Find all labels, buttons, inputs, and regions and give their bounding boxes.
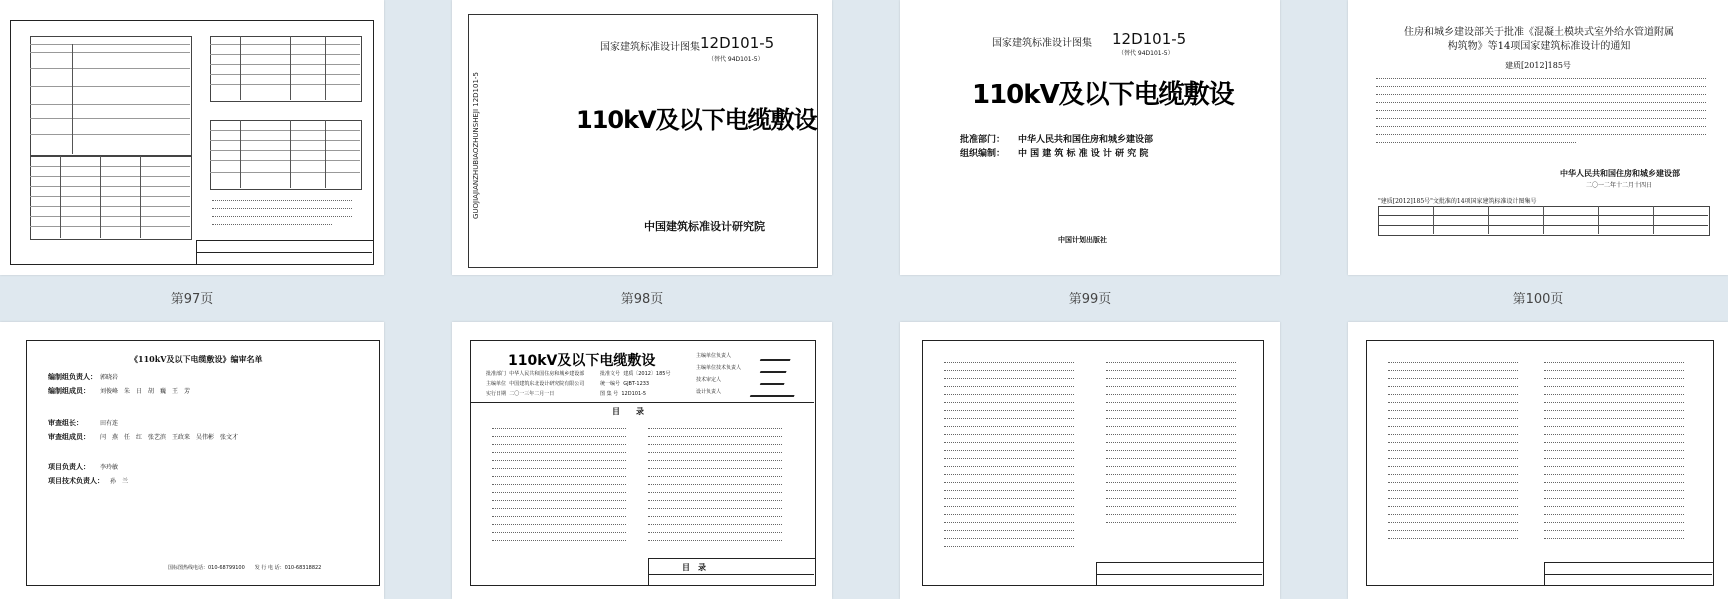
- page-caption-97: 第97页: [170, 292, 214, 307]
- contact-line: 国标图热线电话：010-68799100 发 行 电 话：010-68318822: [168, 565, 322, 571]
- notice-date: 二〇一二年十二月十四日: [1586, 182, 1653, 189]
- series-label: 国家建筑标准设计图集: [600, 42, 700, 53]
- replace-note: （替代 94D101-5）: [1118, 50, 1174, 57]
- review-members-label: 审查组成员：: [48, 433, 90, 441]
- tech-value: 孙 兰: [110, 478, 129, 485]
- page-caption-98: 第98页: [620, 292, 664, 307]
- publisher: 中国建筑标准设计研究院: [644, 220, 765, 233]
- page-thumbnail-102[interactable]: [452, 322, 832, 599]
- approve-label: 批准部门：: [960, 135, 1006, 145]
- tech-label: 项目技术负责人：: [48, 477, 104, 485]
- doc-no-label: 批准文号: [600, 371, 621, 377]
- approve-value: 中华人民共和国住房和城乡建设部: [1018, 135, 1154, 145]
- drawing-frame: [1366, 340, 1714, 586]
- signature-1: [760, 349, 794, 361]
- doc-no-value: 建质〔2012〕185号: [623, 371, 671, 377]
- page-thumbnail-104[interactable]: [1348, 322, 1728, 599]
- atlas-code: 12D101-5: [1112, 30, 1187, 48]
- pm-label: 项目负责人：: [48, 463, 90, 471]
- vertical-series-text: GUOJIAJIANZHUBIAOZHUNSHEJI 12D101-5: [472, 72, 480, 219]
- unit-label: 主编单位: [486, 381, 507, 387]
- page-caption-100: 第100页: [1512, 292, 1564, 307]
- role-3: 技术审定人: [696, 377, 722, 383]
- signature-2: [760, 361, 790, 373]
- page-thumbnail-99[interactable]: [900, 0, 1280, 275]
- footer-title-block: [648, 558, 816, 586]
- review-lead-label: 审查组长：: [48, 419, 83, 427]
- drawing-frame: [922, 340, 1264, 586]
- atlas-code: 12D101-5: [700, 34, 775, 52]
- members-value: 刘俊峰 朱 日 胡 巍 王 芳: [100, 388, 191, 395]
- signature-4: [750, 385, 798, 397]
- date-label: 实行日期: [486, 391, 507, 397]
- table-right-top: [210, 36, 362, 102]
- review-lead-value: 田有连: [100, 420, 119, 427]
- notice-number: 建质[2012]185号: [1505, 61, 1571, 70]
- date-value: 二〇一三年二月一日: [509, 391, 555, 397]
- role-4: 设计负责人: [696, 389, 722, 395]
- page-caption-99: 第99页: [1068, 292, 1112, 307]
- page-thumbnail-103[interactable]: [900, 322, 1280, 599]
- org-label: 组织编制：: [960, 149, 1006, 159]
- replace-note: （替代 94D101-5）: [708, 56, 764, 63]
- table-left-top: [30, 36, 192, 156]
- page-thumbnail-98[interactable]: [452, 0, 832, 275]
- signature-3: [760, 373, 788, 385]
- dept-label: 批准部门: [486, 371, 507, 377]
- cover-title: 110kV及以下电缆敷设: [576, 106, 817, 134]
- toc-title: 目 录: [612, 407, 644, 416]
- code-value: GJBT-1233: [623, 381, 650, 387]
- signature-org: 中华人民共和国住房和城乡建设部: [1560, 168, 1680, 178]
- pm-value: 李玲敏: [100, 464, 119, 471]
- dept-value: 中华人民共和国住房和城乡建设部: [509, 371, 585, 377]
- review-members-value: 闫 燕 任 红 张艺滨 王政来 吴伟彬 张文才: [100, 434, 239, 441]
- code-label: 统一编号: [600, 381, 621, 387]
- unit-value: 中国建筑东北设计研究院有限公司: [509, 381, 585, 387]
- series-label: 国家建筑标准设计图集: [992, 38, 1092, 49]
- page-thumbnail-97[interactable]: [0, 0, 384, 275]
- footer-title: 目 录: [682, 563, 706, 572]
- table-left-bottom: [30, 156, 192, 240]
- role-1: 主编单位负责人: [696, 353, 732, 359]
- press-name: 中国计划出版社: [1058, 235, 1107, 244]
- chief-value: 郭晓岩: [100, 374, 119, 381]
- members-label: 编制组成员：: [48, 387, 90, 395]
- role-2: 主编单位技术负责人: [696, 365, 742, 371]
- page-thumbnail-100[interactable]: [1348, 0, 1728, 275]
- notice-title: 住房和城乡建设部关于批准《混凝土模块式室外给水管道附属构筑物》等14项国家建筑标准设计的通知: [1404, 27, 1674, 52]
- toc-page-title: 110kV及以下电缆敷设: [508, 353, 656, 369]
- list-title: "建质[2012]185号"文批准的14项国家建筑标准设计图集号: [1378, 198, 1537, 205]
- atlas-list-table: [1378, 206, 1710, 236]
- atlas-label: 图 集 号: [600, 391, 619, 397]
- cover-title: 110kV及以下电缆敷设: [972, 80, 1234, 110]
- roster-title: 《110kV及以下电缆敷设》编审名单: [130, 354, 263, 364]
- chief-label: 编制组负责人：: [48, 373, 97, 381]
- atlas-value: 12D101-5: [621, 391, 647, 397]
- page-thumbnail-101[interactable]: [0, 322, 384, 599]
- org-value: 中 国 建 筑 标 准 设 计 研 究 院: [1018, 149, 1149, 159]
